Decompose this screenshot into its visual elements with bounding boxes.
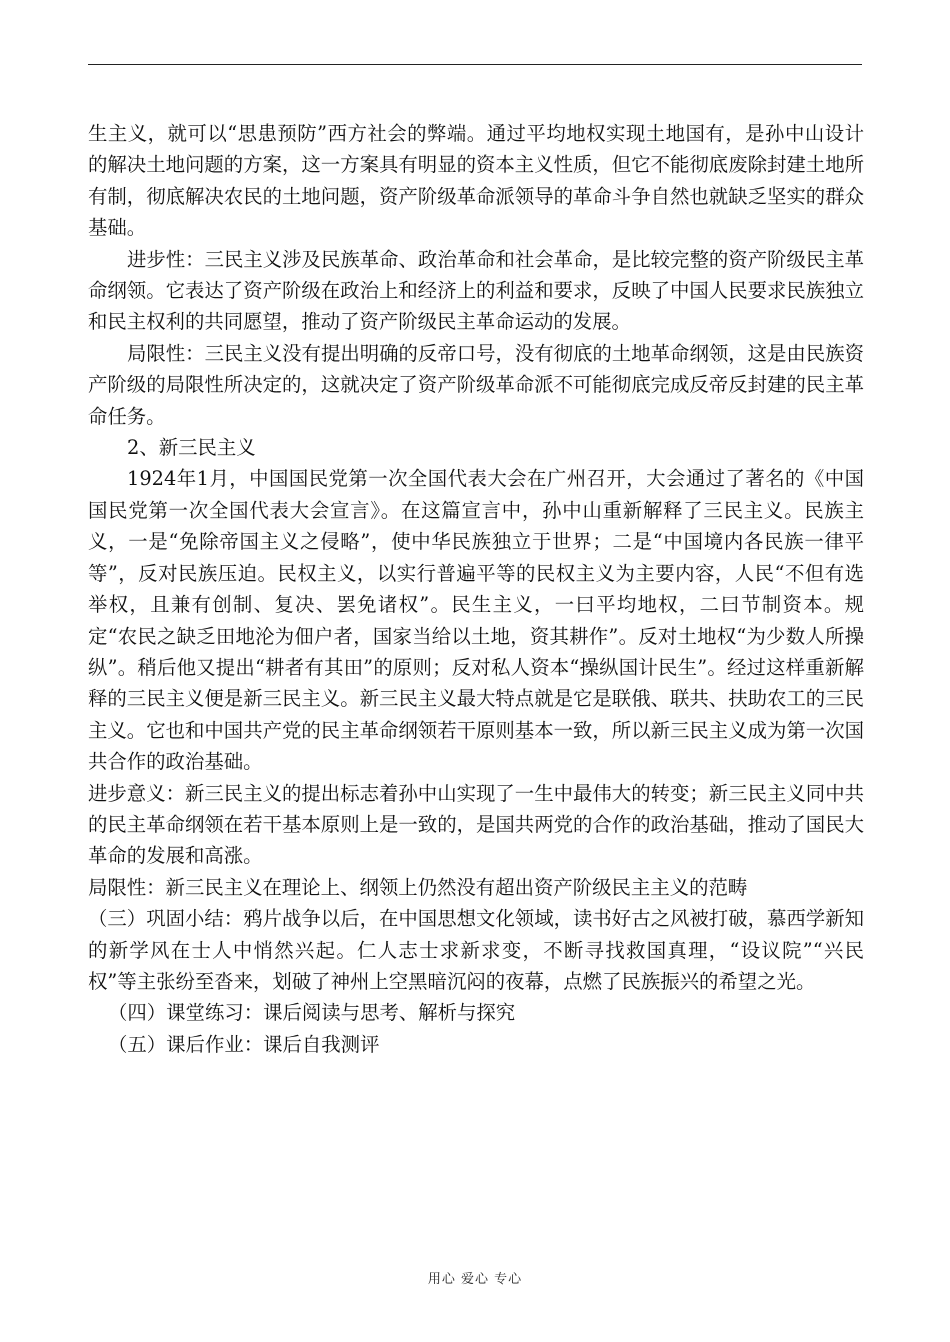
paragraph-classroom-exercise: （四）课堂练习：课后阅读与思考、解析与探究 xyxy=(108,1001,516,1025)
paragraph-new-limitation: 局限性：新三民主义在理论上、纲领上仍然没有超出资产阶级民主主义的范畴 xyxy=(88,875,748,899)
page-footer: 用心 爱心 专心 xyxy=(427,1272,523,1287)
paragraph-consolidation-summary: （三）巩固小结：鸦片战争以后，在中国思想文化领域，读书好古之风被打破，慕西学新知的新学风在士人中悄然兴起。仁人志士求新求变，不断寻找救国真理，“设议院”“兴民权”等主张纷至沓来，划破了神州上空黑暗沉闷的夜幕，点燃了民族振兴的希望之光。 xyxy=(88,907,864,993)
paragraph-homework: （五）课后作业：课后自我测评 xyxy=(108,1032,380,1056)
paragraph-progressive-significance: 进步意义：新三民主义的提出标志着孙中山实现了一生中最伟大的转变；新三民主义同中共的民主革命纲领在若干基本原则上是一致的，是国共两党的合作的政治基础，推动了国民大革命的发展和高涨。 xyxy=(88,781,864,868)
paragraph-limitation: 局限性：三民主义没有提出明确的反帝口号，没有彻底的土地革命纲领，这是由民族资产阶级的局限性所决定的，这就决定了资产阶级革命派不可能彻底完成反帝反封建的民主革命任务。 xyxy=(88,341,864,428)
paragraph-progressiveness: 进步性：三民主义涉及民族革命、政治革命和社会革命，是比较完整的资产阶级民主革命纲领。它表达了资产阶级在政治上和经济上的利益和要求，反映了中国人民要求民族独立和民主权利的共同愿望，推动了资产阶级民主革命运动的发展。 xyxy=(88,247,864,334)
header-rule xyxy=(88,64,862,65)
document-body xyxy=(88,118,864,1060)
paragraph-min-sheng-continuation: 生主义，就可以“思患预防”西方社会的弊端。通过平均地权实现土地国有，是孙中山设计的解决土地问题的方案，这一方案具有明显的资本主义性质，但它不能彻底废除封建土地所有制，彻底解决农民的土地问题，资产阶级革命派领导的革命斗争自然也就缺乏坚实的群众基础。 xyxy=(88,122,864,240)
paragraph-new-three-principles: 1924年1月，中国国民党第一次全国代表大会在广州召开，大会通过了著名的《中国国民党第一次全国代表大会宣言》。在这篇宣言中，孙中山重新解释了三民主义。民族主义，一是“免除帝国主义之侵略”，使中华民族独立于世界；二是“中国境内各民族一律平等”，反对民族压迫。民权主义，以实行普遍平等的民权主义为主要内容，人民“不但有选举权，且兼有创制、复决、罢免诸权”。民生主义，一曰平均地权，二曰节制资本。规定“农民之缺乏田地沦为佃户者，国家当给以土地，资其耕作”。反对土地权“为少数人所操纵”。稍后他又提出“耕者有其田”的原则；反对私人资本“操纵国计民生”。经过这样重新解释的三民主义便是新三民主义。新三民主义最大特点就是它是联俄、联共、扶助农工的三民主义。它也和中国共产党的民主革命纲领若干原则基本一致，所以新三民主义成为第一次国共合作的政治基础。 xyxy=(88,467,864,774)
section-heading-new-three-principles: 2、新三民主义 xyxy=(127,436,256,460)
